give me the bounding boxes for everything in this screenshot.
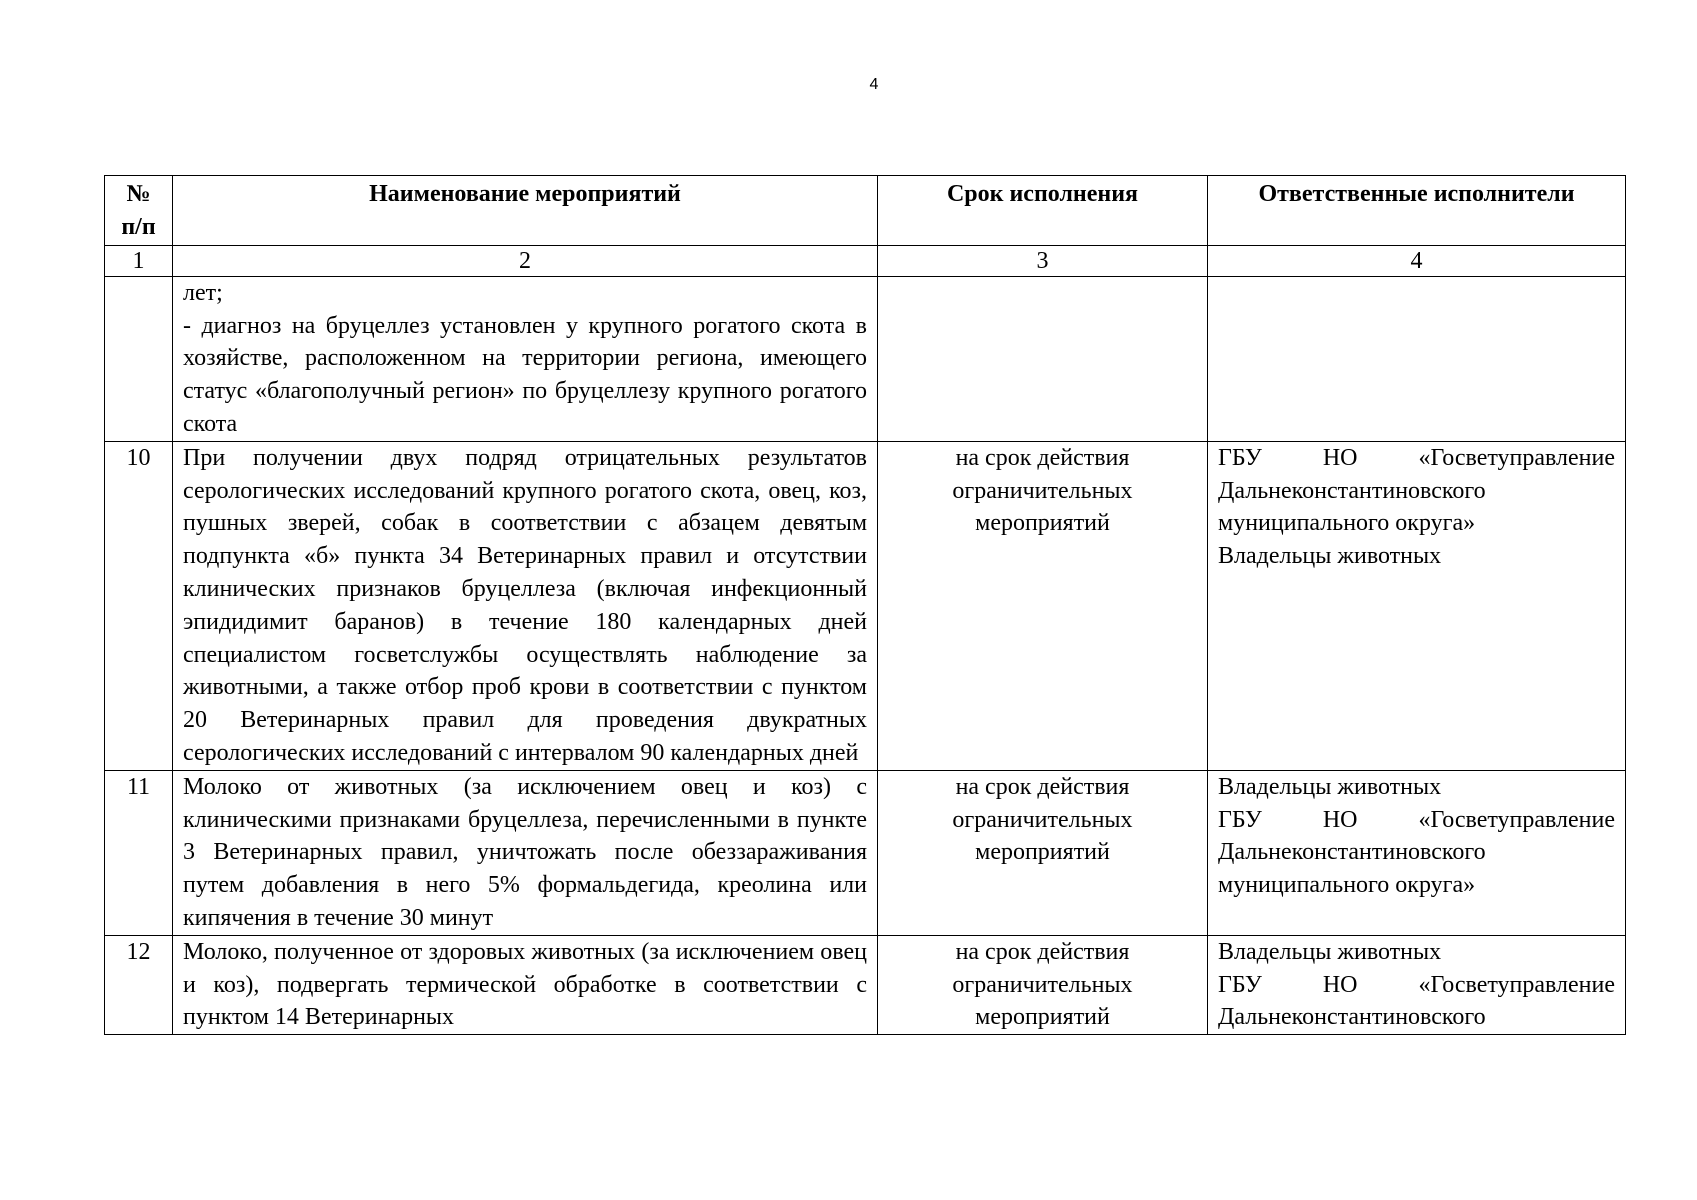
measures-table: [104, 175, 1626, 1035]
row-number: [105, 276, 173, 441]
measure-term: на срок действия ограничительных мероприятий: [878, 441, 1208, 770]
table-row: [105, 935, 1626, 1034]
table-row: [105, 276, 1626, 441]
measure-name: При получении двух подряд отрицательных результатов серологических исследований крупного рогатого скота, овец, коз, пушных зверей, собак в соответствии с абзацем девятым подпункта «б» пункта 34 Ветеринарных правил и отсутствии клинических признаков бруцеллеза (включая инфекционный эпидидимит баранов) в течение 180 календарных дней специалистом госветслужбы осуществлять наблюдение за животными, а также отбор проб крови в соответствии с пунктом 20 Ветеринарных правил для проведения двукратных серологических исследований с интервалом 90 календарных дней: [173, 441, 878, 770]
measure-term: [878, 276, 1208, 441]
table-header-row: [105, 176, 1626, 246]
cell-paragraph: лет;: [183, 279, 223, 306]
cell-paragraph: Владельцы животных: [1218, 773, 1442, 800]
measure-responsible: [1208, 770, 1626, 935]
cell-paragraph: Владельцы животных: [1218, 543, 1442, 570]
measure-name: Молоко, полученное от здоровых животных (за исключением овец и коз), подвергать термической обработке в соответствии с пунктом 14 Ветеринарных: [173, 935, 878, 1034]
column-number: 4: [1208, 245, 1626, 276]
measure-name: [173, 276, 878, 441]
header-num: № п/п: [105, 176, 173, 246]
page-number: 4: [869, 76, 879, 93]
column-number: 1: [105, 245, 173, 276]
cell-paragraph: ГБУ НО «Госветуправление Дальнеконстантиновского: [1218, 971, 1615, 1031]
cell-paragraph: ГБУ НО «Госветуправление Дальнеконстантиновского муниципального округа»: [1218, 806, 1615, 899]
measure-term: на срок действия ограничительных мероприятий: [878, 770, 1208, 935]
row-number: 12: [105, 935, 173, 1034]
cell-paragraph: ГБУ НО «Госветуправление Дальнеконстантиновского муниципального округа»: [1218, 444, 1615, 537]
header-responsible: Ответственные исполнители: [1208, 176, 1626, 246]
measure-responsible: [1208, 935, 1626, 1034]
header-name: Наименование мероприятий: [173, 176, 878, 246]
row-number: 11: [105, 770, 173, 935]
cell-paragraph: Владельцы животных: [1218, 938, 1442, 965]
measure-responsible: [1208, 276, 1626, 441]
row-number: 10: [105, 441, 173, 770]
header-term: Срок исполнения: [878, 176, 1208, 246]
measure-term: на срок действия ограничительных мероприятий: [878, 935, 1208, 1034]
table-row: [105, 770, 1626, 935]
cell-paragraph: - диагноз на бруцеллез установлен у крупного рогатого скота в хозяйстве, расположенном на территории региона, имеющего статус «благополучный регион» по бруцеллезу крупного рогатого скота: [183, 312, 867, 437]
column-numbering-row: [105, 245, 1626, 276]
table-row: [105, 441, 1626, 770]
column-number: 3: [878, 245, 1208, 276]
measure-responsible: [1208, 441, 1626, 770]
measure-name: Молоко от животных (за исключением овец и коз) с клиническими признаками бруцеллеза, перечисленными в пункте 3 Ветеринарных правил, уничтожать после обеззараживания путем добавления в него 5% формальдегида, креолина или кипячения в течение 30 минут: [173, 770, 878, 935]
column-number: 2: [173, 245, 878, 276]
